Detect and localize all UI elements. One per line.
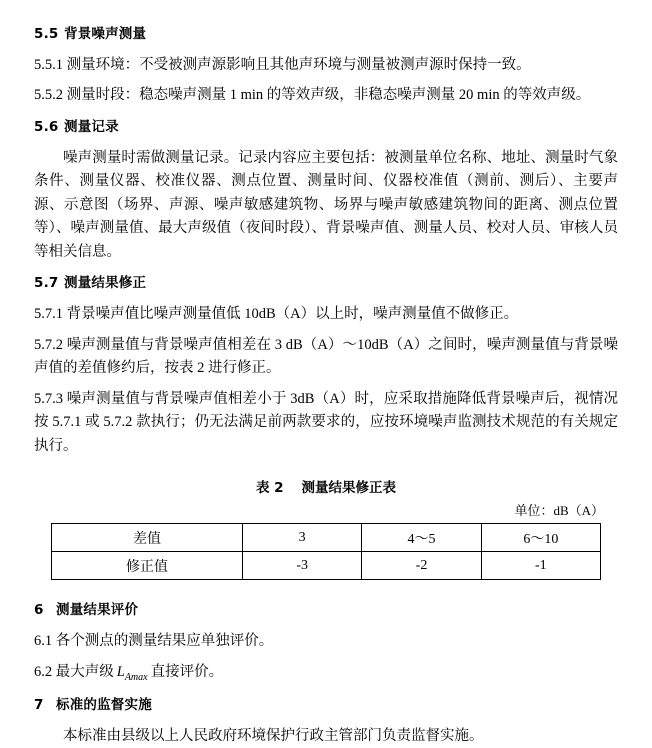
section-title-5-6: 测量记录 [64, 118, 119, 135]
section-heading-6 [34, 598, 618, 618]
section-title-5-5: 背景噪声测量 [64, 26, 147, 42]
paragraph-5-7-1: 5.7.1 背景噪声值比噪声测量值低 10dB（A）以上时，噪声测量值不做修正。 [34, 306, 519, 323]
section-title-6: 测量结果评价 [56, 602, 139, 619]
section-number-5-5: 5.5 [34, 26, 59, 42]
paragraph-5-7-2: 5.7.2 噪声测量值与背景噪声值相差在 3 dB（A）～10dB（A）之间时，噪声测量值与背景噪声值的差值修约后，按表 2 进行修正。 [34, 336, 618, 377]
paragraph-5-5-1: 5.5.1 测量环境：不受被测声源影响且其他声环境与测量被测声源时保持一致。 [34, 57, 531, 73]
spacer [34, 580, 618, 598]
table-cell: 4～5 [362, 524, 481, 552]
section-number-6: 6 [34, 602, 44, 619]
table-caption-title: 测量结果修正表 [301, 480, 397, 497]
table-row-label: 修正值 [52, 552, 243, 580]
table-caption [34, 476, 618, 496]
correction-table [51, 523, 601, 580]
section-number-7: 7 [34, 696, 44, 713]
paragraph-6-2-suffix: 直接评价。 [150, 663, 224, 680]
table-cell: -3 [243, 552, 362, 580]
table-cell: -1 [481, 552, 600, 580]
paragraph-6-2-prefix: 6.2 最大声级 [34, 663, 114, 680]
table-caption-label: 表 2 [255, 480, 284, 497]
paragraph-5-7-3: 5.7.3 噪声测量值与背景噪声值相差小于 3dB（A）时，应采取措施降低背景噪声后，视情况按 5.7.1 或 5.7.2 款执行；仍无法满足前两款要求的，应按环境噪声监测技术规范的有关规定执行。 [34, 390, 618, 454]
table-cell: 3 [243, 524, 362, 552]
section-number-5-6: 5.6 [34, 118, 59, 135]
paragraph-7-body: 本标准由县级以上人民政府环境保护行政主管部门负责监督实施。 [63, 727, 484, 744]
section-heading-5-7 [34, 271, 618, 291]
sound-level-symbol: L [116, 663, 125, 680]
table-unit-note: 单位：dB（A） [514, 503, 604, 519]
table-row [52, 552, 601, 580]
table-cell: 6～10 [481, 524, 600, 552]
section-heading-5-5 [34, 22, 618, 42]
section-number-5-7: 5.7 [34, 275, 59, 292]
table-cell: -2 [362, 552, 481, 580]
paragraph-5-5-2: 5.5.2 测量时段：稳态噪声测量 1 min 的等效声级，非稳态噪声测量 20 min 的等效声级。 [34, 87, 591, 104]
section-title-5-7: 测量结果修正 [64, 275, 147, 292]
section-title-7: 标准的监督实施 [56, 696, 152, 713]
paragraph-6-1: 6.1 各个测点的测量结果应单独评价。 [34, 633, 274, 650]
paragraph-5-6-body: 噪声测量时需做测量记录。记录内容应主要包括：被测量单位名称、地址、测量时气象条件、测量仪器、校准仪器、测点位置、测量时间、仪器校准值（测前、测后）、主要声源、示意图（场界、声源、噪声敏感建筑物、场界与噪声敏感建筑物间的距离、测点位置等）、噪声测量值、最大声级值（夜间时段）、背景噪声值、测量人员、校对人员、审核人员等相关信息。 [34, 149, 618, 260]
sound-level-subscript: Amax [124, 671, 148, 683]
paragraph-6-2 [34, 661, 618, 686]
section-heading-7 [34, 693, 618, 713]
table-row [52, 524, 601, 552]
table-row-label: 差值 [52, 524, 243, 552]
section-heading-5-6 [34, 115, 618, 135]
